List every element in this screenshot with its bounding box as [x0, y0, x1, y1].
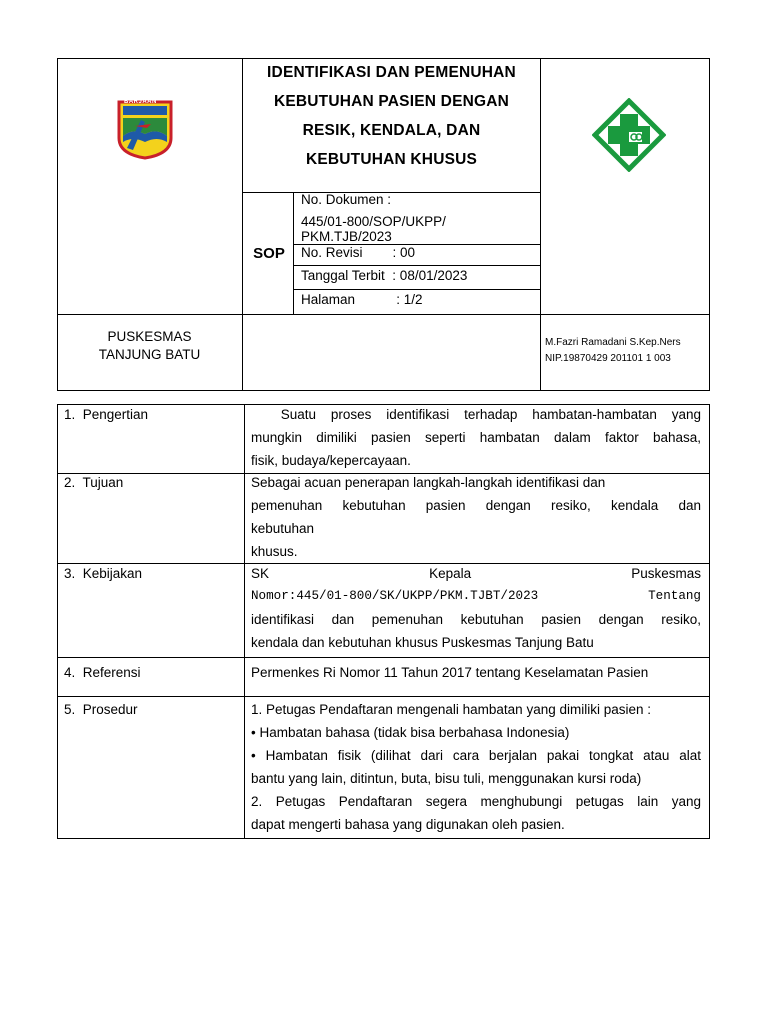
section-text-referensi	[251, 661, 701, 684]
section-text-tujuan	[251, 471, 701, 563]
text-line: Sebagai acuan penerapan langkah-langkah identifikasi dan	[251, 475, 606, 490]
row-divider	[57, 696, 710, 697]
regency-logo-text: BARJAAN	[124, 99, 157, 105]
text-line: mungkin dimiliki pasien seperti hambatan dalam faktor bahasa,	[251, 430, 701, 445]
text-line: 2. Petugas Pendaftaran segera menghubungi petugas lain yang	[251, 794, 701, 809]
section-label-referensi: 4. Referensi	[64, 665, 141, 680]
section-label-prosedur: 5. Prosedur	[64, 702, 138, 717]
text-line: 1. Petugas Pendaftaran mengenali hambatan yang dimiliki pasien :	[251, 702, 652, 717]
title-line: RESIK, KENDALA, DAN	[302, 122, 481, 139]
section-text-pengertian	[251, 403, 701, 472]
section-label-kebijakan: 3. Kebijakan	[64, 566, 143, 581]
text-line: fisik, budaya/kepercayaan.	[251, 453, 411, 468]
header-divider-right	[540, 58, 541, 391]
section-text-prosedur	[251, 698, 701, 836]
doc-row-divider-2	[293, 265, 541, 266]
text-line: khusus.	[251, 544, 298, 559]
title-line: IDENTIFIKASI DAN PEMENUHAN	[267, 64, 516, 81]
section-label-tujuan: 2. Tujuan	[64, 475, 124, 490]
doc-row-divider-3	[293, 289, 541, 290]
text-line: kendala dan kebutuhan khusus Puskesmas Tanjung Batu	[251, 635, 594, 650]
row-divider	[57, 657, 710, 658]
page-number: Halaman : 1/2	[301, 292, 423, 307]
document-title	[243, 58, 540, 174]
text-line: kebutuhan	[251, 521, 315, 536]
sop-label: SOP	[253, 245, 285, 262]
title-divider	[242, 192, 541, 193]
issue-date: Tanggal Terbit : 08/01/2023	[301, 268, 468, 283]
content-column-divider	[244, 404, 245, 839]
text-line: SK Kepala Puskesmas	[251, 566, 701, 581]
puskesmas-logo	[592, 98, 666, 172]
title-line: KEBUTUHAN PASIEN DENGAN	[273, 93, 510, 110]
doc-number-value-2: PKM.TJB/2023	[301, 229, 392, 244]
text-line: dapat mengerti bahasa yang digunakan oleh pasien.	[251, 817, 565, 832]
text-line: identifikasi dan pemenuhan kebutuhan pasien dengan resiko,	[251, 612, 701, 627]
title-line: KEBUTUHAN KHUSUS	[305, 151, 478, 168]
org-name-line2: TANJUNG BATU	[98, 347, 201, 362]
text-line: • Hambatan bahasa (tidak bisa berbahasa Indonesia)	[251, 725, 570, 740]
text-line: bantu yang lain, ditintun, buta, bisu tuli, menggunakan kursi roda)	[251, 771, 642, 786]
section-text-kebijakan	[251, 562, 701, 654]
section-label-pengertian: 1. Pengertian	[64, 407, 149, 422]
org-name-line1: PUSKESMAS	[107, 329, 192, 344]
text-line: Permenkes Ri Nomor 11 Tahun 2017 tentang Keselamatan Pasien	[251, 665, 649, 680]
doc-number-label: No. Dokumen :	[301, 192, 392, 207]
doc-number-value-1: 445/01-800/SOP/UKPP/	[301, 214, 446, 229]
text-line: Nomor:445/01-800/SK/UKPP/PKM.TJBT/2023 Tentang	[251, 589, 701, 603]
text-line: pemenuhan kebutuhan pasien dengan resiko, kendala dan	[251, 498, 701, 513]
revision-number: No. Revisi : 00	[301, 245, 416, 260]
text-line: Suatu proses identifikasi terhadap hambatan-hambatan yang	[251, 407, 701, 422]
header-divider-bottom	[57, 314, 710, 315]
signer-name: M.Fazri Ramadani S.Kep.Ners	[545, 337, 681, 348]
regency-logo	[117, 98, 173, 160]
signer-nip: NIP.19870429 201101 1 003	[545, 353, 671, 364]
text-line: • Hambatan fisik (dilihat dari cara berjalan pakai tongkat atau alat	[251, 748, 701, 763]
